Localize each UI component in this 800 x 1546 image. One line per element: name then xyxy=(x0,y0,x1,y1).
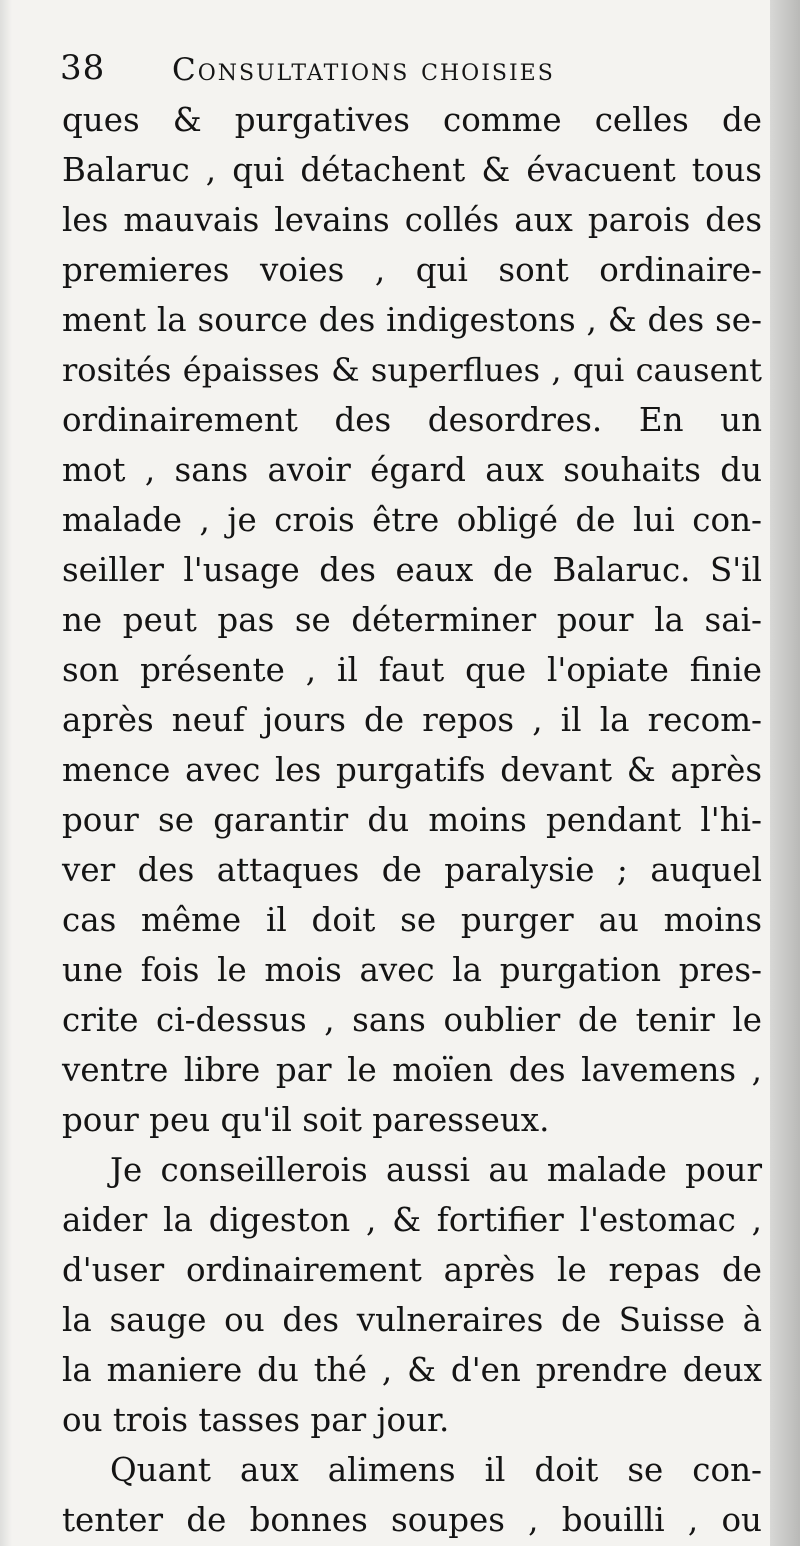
text-line: crite ci-dessus , sans oublier de tenir le xyxy=(62,1001,762,1039)
body-text xyxy=(62,95,762,1545)
text-line: tenter de bonnes soupes , bouilli , ou xyxy=(62,1501,762,1539)
text-line: les mauvais levains collés aux parois des xyxy=(62,201,762,239)
text-line: Quant aux alimens il doit se con- xyxy=(110,1451,762,1489)
page-header xyxy=(60,44,760,92)
text-line: la maniere du thé , & d'en prendre deux xyxy=(62,1351,762,1389)
text-line: Balaruc , qui détachent & évacuent tous xyxy=(62,151,762,189)
page-number: 38 xyxy=(60,48,106,88)
text-line: rosités épaisses & superflues , qui causent xyxy=(62,351,762,389)
text-line: pour se garantir du moins pendant l'hi- xyxy=(62,801,762,839)
text-line: ou trois tasses par jour. xyxy=(62,1401,450,1439)
text-line: une fois le mois avec la purgation pres- xyxy=(62,951,762,989)
text-line: pour peu qu'il soit paresseux. xyxy=(62,1101,550,1139)
text-line: mot , sans avoir égard aux souhaits du xyxy=(62,451,762,489)
running-title: Consultations choisies xyxy=(172,52,555,88)
page-edge-shadow xyxy=(770,0,800,1546)
text-line: ventre libre par le moïen des lavemens , xyxy=(62,1051,762,1089)
text-line: premieres voies , qui sont ordinaire- xyxy=(62,251,762,289)
text-line: ques & purgatives comme celles de xyxy=(62,101,762,139)
text-line: la sauge ou des vulneraires de Suisse à xyxy=(62,1301,762,1339)
text-line: mence avec les purgatifs devant & après xyxy=(62,751,762,789)
text-line: seiller l'usage des eaux de Balaruc. S'il xyxy=(62,551,762,589)
text-line: ment la source des indigestons , & des se- xyxy=(62,301,762,339)
page-gutter-shadow xyxy=(0,0,12,1546)
text-line: Je conseillerois aussi au malade pour xyxy=(110,1151,762,1189)
text-line: cas même il doit se purger au moins xyxy=(62,901,762,939)
text-line: son présente , il faut que l'opiate finie xyxy=(62,651,762,689)
text-line: ver des attaques de paralysie ; auquel xyxy=(62,851,762,889)
text-line: malade , je crois être obligé de lui con- xyxy=(62,501,762,539)
text-line: d'user ordinairement après le repas de xyxy=(62,1251,762,1289)
text-line: après neuf jours de repos , il la recom- xyxy=(62,701,762,739)
text-line: aider la digeston , & fortifier l'estomac , xyxy=(62,1201,762,1239)
text-line: ordinairement des desordres. En un xyxy=(62,401,762,439)
text-line: ne peut pas se déterminer pour la sai- xyxy=(62,601,762,639)
